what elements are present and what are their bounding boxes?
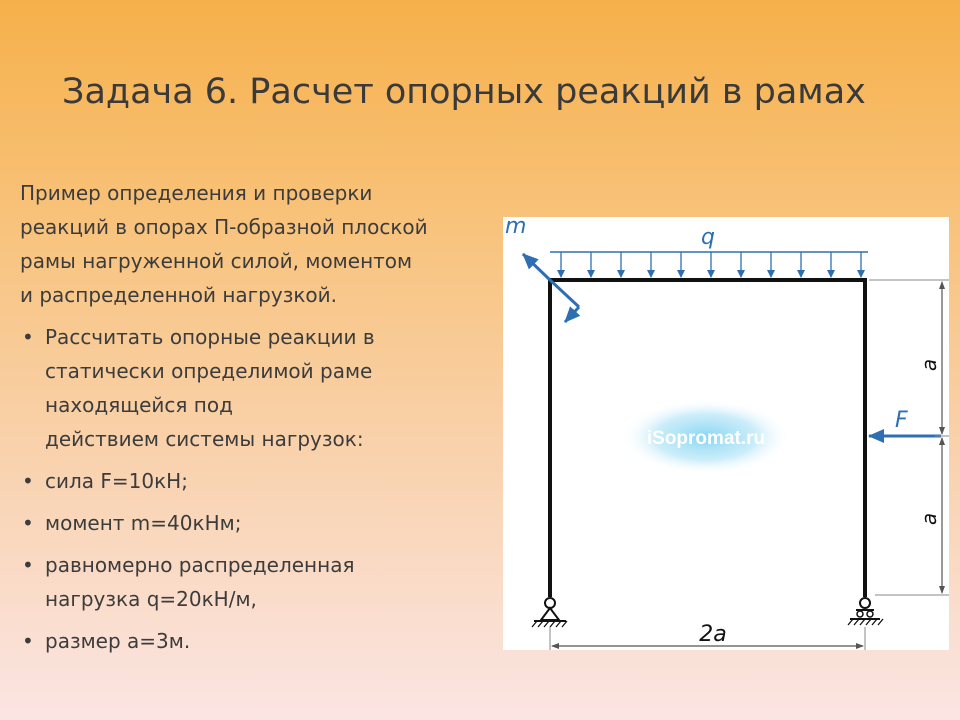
label-a-top: a bbox=[917, 358, 941, 372]
moment-arrow-upper bbox=[523, 254, 550, 280]
bullet-dot: • bbox=[22, 511, 34, 535]
hinge-icon bbox=[860, 598, 870, 608]
bullet-line: нагрузка q=20кН/м, bbox=[45, 587, 257, 611]
slide-title: Задача 6. Расчет опорных реакций в рамах bbox=[62, 72, 866, 112]
label-F: F bbox=[895, 408, 908, 433]
intro-text bbox=[20, 176, 510, 312]
distributed-load bbox=[550, 225, 868, 277]
bullet-item bbox=[20, 506, 490, 540]
roller-icon bbox=[857, 611, 863, 617]
label-m: m bbox=[505, 217, 527, 239]
moment-arm-lower bbox=[550, 280, 579, 307]
moment-load bbox=[505, 217, 579, 322]
moment-arrow-lower bbox=[565, 307, 579, 322]
bullet-line: находящейся под bbox=[45, 393, 233, 417]
bullet-item bbox=[20, 464, 490, 498]
label-2a: 2a bbox=[699, 622, 727, 647]
bullet-dot: • bbox=[22, 469, 34, 493]
label-a-bottom: a bbox=[917, 512, 941, 526]
roller-icon bbox=[867, 611, 873, 617]
intro-line: и распределенной нагрузкой. bbox=[20, 283, 338, 307]
support-triangle bbox=[541, 608, 559, 620]
label-q: q bbox=[701, 225, 715, 250]
frame-diagram bbox=[503, 217, 949, 650]
support-right bbox=[848, 598, 883, 625]
bullet-dot: • bbox=[22, 553, 34, 577]
bullet-line: Рассчитать опорные реакции в bbox=[45, 325, 375, 349]
bullet-line: сила F=10кН; bbox=[45, 469, 188, 493]
bullet-line: статически определимой раме bbox=[45, 359, 373, 383]
bullet-line: действием системы нагрузок: bbox=[45, 427, 364, 451]
bullet-line: момент m=40кНм; bbox=[45, 511, 242, 535]
force-load bbox=[869, 408, 941, 436]
intro-line: реакций в опорах П-образной плоской bbox=[20, 215, 428, 239]
bullet-item bbox=[20, 548, 490, 616]
watermark bbox=[621, 399, 791, 475]
intro-line: рамы нагруженной силой, моментом bbox=[20, 249, 413, 273]
bullet-line: равномерно распределенная bbox=[45, 553, 355, 577]
bullet-line: размер a=3м. bbox=[45, 629, 191, 653]
bullet-item bbox=[20, 320, 490, 456]
bullet-dot: • bbox=[22, 325, 34, 349]
intro-line: Пример определения и проверки bbox=[20, 181, 373, 205]
bullet-dot: • bbox=[22, 629, 34, 653]
bullet-item bbox=[20, 624, 490, 658]
support-left bbox=[532, 598, 567, 627]
bullet-list bbox=[20, 320, 490, 666]
frame-diagram-svg bbox=[503, 217, 949, 650]
watermark-text: iSopromat.ru bbox=[646, 428, 766, 449]
